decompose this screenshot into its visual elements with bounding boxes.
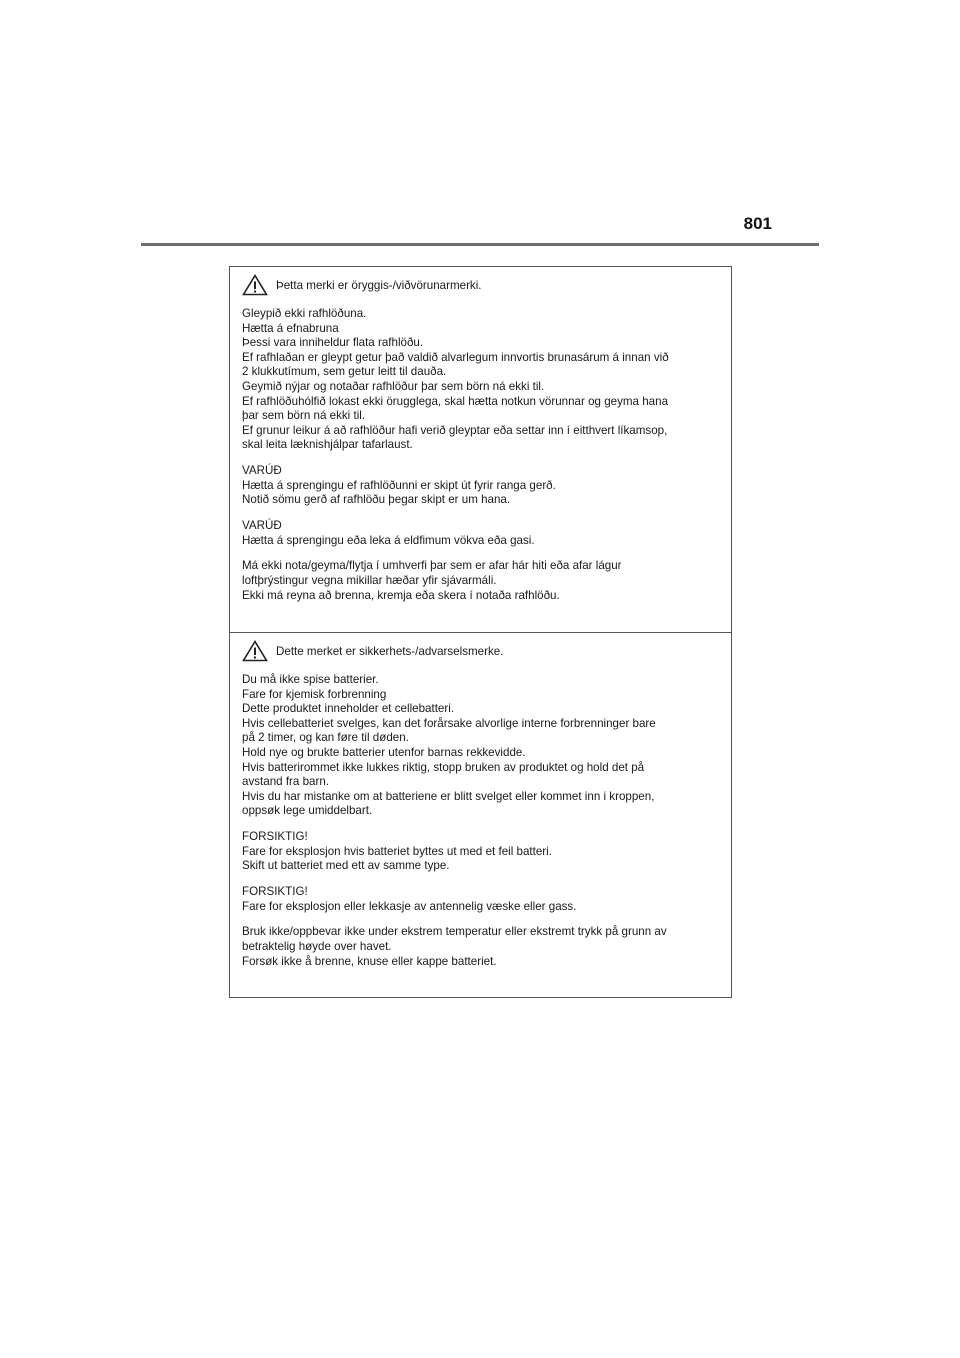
text-line: betraktelig høyde over havet.: [242, 940, 392, 954]
warning-section-norwegian: [230, 633, 731, 997]
text-line: på 2 timer, og kan føre til døden.: [242, 731, 409, 745]
section-heading: [242, 272, 719, 298]
text-line: Þessi vara inniheldur flata rafhlöðu.: [242, 336, 424, 350]
text-line: Gleypið ekki rafhlöðuna.: [242, 307, 367, 320]
text-line: Fare for kjemisk forbrenning: [242, 687, 387, 701]
text-line: Hætta á sprengingu eða leka á eldfimum vökva eða gasi.: [242, 533, 535, 547]
text-line: loftþrýstingur vegna mikillar hæðar yfir sjávarmáli.: [242, 574, 497, 588]
text-line: FORSIKTIG!: [242, 830, 308, 844]
text-line: Bruk ikke/oppbevar ikke under ekstrem temperatur eller ekstremt trykk på grunn av: [242, 925, 667, 939]
text-line: Fare for eksplosjon hvis batteriet byttes ut med et feil batteri.: [242, 844, 552, 858]
text-line: Ef rafhlöðuhólfið lokast ekki örugglega, skal hætta notkun vörunnar og geyma hana: [242, 394, 669, 408]
warning-triangle-icon: [242, 640, 268, 662]
text-line: Hætta á efnabruna: [242, 321, 339, 335]
text-line: 2 klukkutímum, sem getur leitt til dauða.: [242, 365, 447, 379]
text-line: Du må ikke spise batterier.: [242, 673, 379, 686]
section-heading: [242, 638, 719, 664]
text-line: Má ekki nota/geyma/flytja í umhverfi þar sem er afar hár hiti eða afar lágur: [242, 559, 622, 573]
text-line: Ekki má reyna að brenna, kremja eða skera í notaða rafhlöðu.: [242, 588, 560, 602]
warning-section-icelandic: [230, 267, 731, 633]
text-line: skal leita læknishjálpar tafarlaust.: [242, 438, 413, 452]
text-line: Fare for eksplosjon eller lekkasje av antennelig væske eller gass.: [242, 899, 577, 913]
text-line: Hvis batterirommet ikke lukkes riktig, stopp bruken av produktet og hold det på: [242, 760, 645, 774]
text-line: FORSIKTIG!: [242, 885, 308, 899]
text-line: Ef rafhlaðan er gleypt getur það valdið alvarlegum innvortis brunasárum á innan við: [242, 350, 669, 364]
text-line: Hætta á sprengingu ef rafhlöðunni er skipt út fyrir ranga gerð.: [242, 478, 556, 492]
text-blocks: [242, 664, 719, 969]
text-line: Hvis cellebatteriet svelges, kan det forårsake alvorlige interne forbrenninger bare: [242, 716, 656, 730]
text-line: Hvis du har mistanke om at batteriene er blitt svelget eller kommet inn i kroppen,: [242, 789, 655, 803]
text-line: avstand fra barn.: [242, 775, 330, 789]
text-line: Notið sömu gerð af rafhlöðu þegar skipt er um hana.: [242, 493, 511, 507]
text-line: VARÚÐ: [242, 464, 282, 478]
text-line: Skift ut batteriet med ett av samme type.: [242, 859, 450, 873]
header-rule: [141, 243, 819, 246]
text-line: Hold nye og brukte batterier utenfor barnas rekkevidde.: [242, 745, 526, 759]
text-line: Dette produktet inneholder et cellebatteri.: [242, 702, 455, 716]
warning-triangle-icon: [242, 274, 268, 296]
page-number: 801: [743, 214, 772, 233]
text-line: Ef grunur leikur á að rafhlöður hafi verið gleyptar eða settar inn í eitthvert líkamsop,: [242, 423, 668, 437]
battery-warning-label: [229, 266, 732, 998]
text-line: Geymið nýjar og notaðar rafhlöður þar sem börn ná ekki til.: [242, 379, 545, 393]
text-line: VARÚÐ: [242, 519, 282, 533]
text-blocks: [242, 298, 719, 603]
heading-text: Þetta merki er öryggis-/viðvörunarmerki.: [276, 278, 482, 292]
text-line: oppsøk lege umiddelbart.: [242, 804, 373, 818]
heading-text: Dette merket er sikkerhets-/advarselsmerke.: [276, 644, 504, 658]
text-line: Forsøk ikke å brenne, knuse eller kappe batteriet.: [242, 954, 497, 968]
text-line: þar sem börn ná ekki til.: [242, 409, 366, 423]
